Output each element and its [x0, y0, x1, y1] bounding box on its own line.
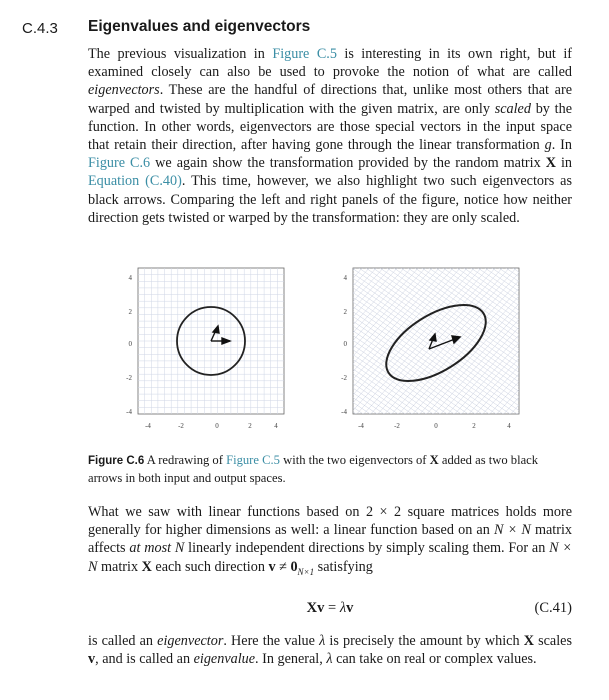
- svg-text:-4: -4: [341, 408, 347, 416]
- svg-text:-4: -4: [358, 422, 364, 430]
- svg-text:0: 0: [215, 422, 219, 430]
- svg-text:0: 0: [128, 340, 132, 348]
- x-tick-labels-left: [145, 422, 278, 430]
- y-tick-labels-right: [341, 274, 347, 416]
- svg-text:-2: -2: [178, 422, 184, 430]
- paragraph-intro: The previous visualization in Figure C.5 is interesting in its own right, but if examined closely can also be used to provoke the notion of what are called eigenvectors. These are the handful of directions that, unlike most others that are warped and twisted by multiplication with the given matrix, are only scaled by the function. In other words, eigenvectors are those special vectors in the input space that retain their direction, after having gone through the linear transformation g. In Figure C.6 we again show the transformation provided by the random matrix X in Equation (C.40). This time, however, we also highlight two such eigenvectors as black arrows. Comparing the left and right panels of the figure, notice how neither direction gets twisted or warped by the transformation: they are only scaled.: [88, 46, 573, 226]
- svg-text:0: 0: [343, 340, 347, 348]
- x-tick-labels-right: [358, 422, 511, 430]
- link-figure-c5[interactable]: Figure C.5: [272, 46, 337, 62]
- paragraph-eigenvalue-definition: is called an eigenvector. Here the value λ is precisely the amount by which X scales v, and is called an eigenvalue. In general, λ can take on real or complex values.: [88, 633, 572, 668]
- svg-text:2: 2: [248, 422, 252, 430]
- svg-text:-2: -2: [394, 422, 400, 430]
- svg-text:-2: -2: [341, 374, 347, 382]
- equation-c41: [88, 600, 572, 620]
- caption-label: Figure C.6: [88, 455, 145, 467]
- paragraph-higher-dimensions: What we saw with linear functions based on 2 × 2 square matrices holds more generally for higher dimensions as well: a linear function based on an N × N matrix affects at most N linearly independent directions by simply scaling them. For an N × N matrix X each such direction $v \ne 0_{N\times 1}$ satisfying: [88, 504, 572, 577]
- svg-text:4: 4: [128, 274, 132, 282]
- y-tick-labels-left: [126, 274, 132, 416]
- svg-text:-2: -2: [126, 374, 132, 382]
- section-title: Eigenvalues and eigenvectors: [88, 18, 311, 35]
- svg-text:4: 4: [507, 422, 511, 430]
- equation-number: (C.41): [534, 600, 572, 616]
- svg-text:4: 4: [274, 422, 278, 430]
- link-caption-figure-c5[interactable]: Figure C.5: [226, 453, 280, 467]
- section-number: C.4.3: [22, 20, 58, 37]
- figure-left-panel: [118, 266, 288, 441]
- svg-text:2: 2: [128, 308, 132, 316]
- figure-caption: Figure C.6 A redrawing of Figure C.5 with the two eigenvectors of X added as two black arrows in both input and output spaces.: [88, 453, 539, 485]
- link-figure-c6[interactable]: Figure C.6: [88, 155, 151, 172]
- svg-text:2: 2: [343, 308, 347, 316]
- svg-text:4: 4: [343, 274, 347, 282]
- svg-text:-4: -4: [145, 422, 151, 430]
- equation-body: Xv = λv: [306, 600, 354, 616]
- warped-grid-right: [333, 266, 523, 426]
- link-equation-c40[interactable]: Equation (C.40): [88, 173, 182, 190]
- svg-text:2: 2: [472, 422, 476, 430]
- svg-text:-4: -4: [126, 408, 132, 416]
- svg-text:0: 0: [434, 422, 438, 430]
- figure-right-panel: [333, 266, 523, 441]
